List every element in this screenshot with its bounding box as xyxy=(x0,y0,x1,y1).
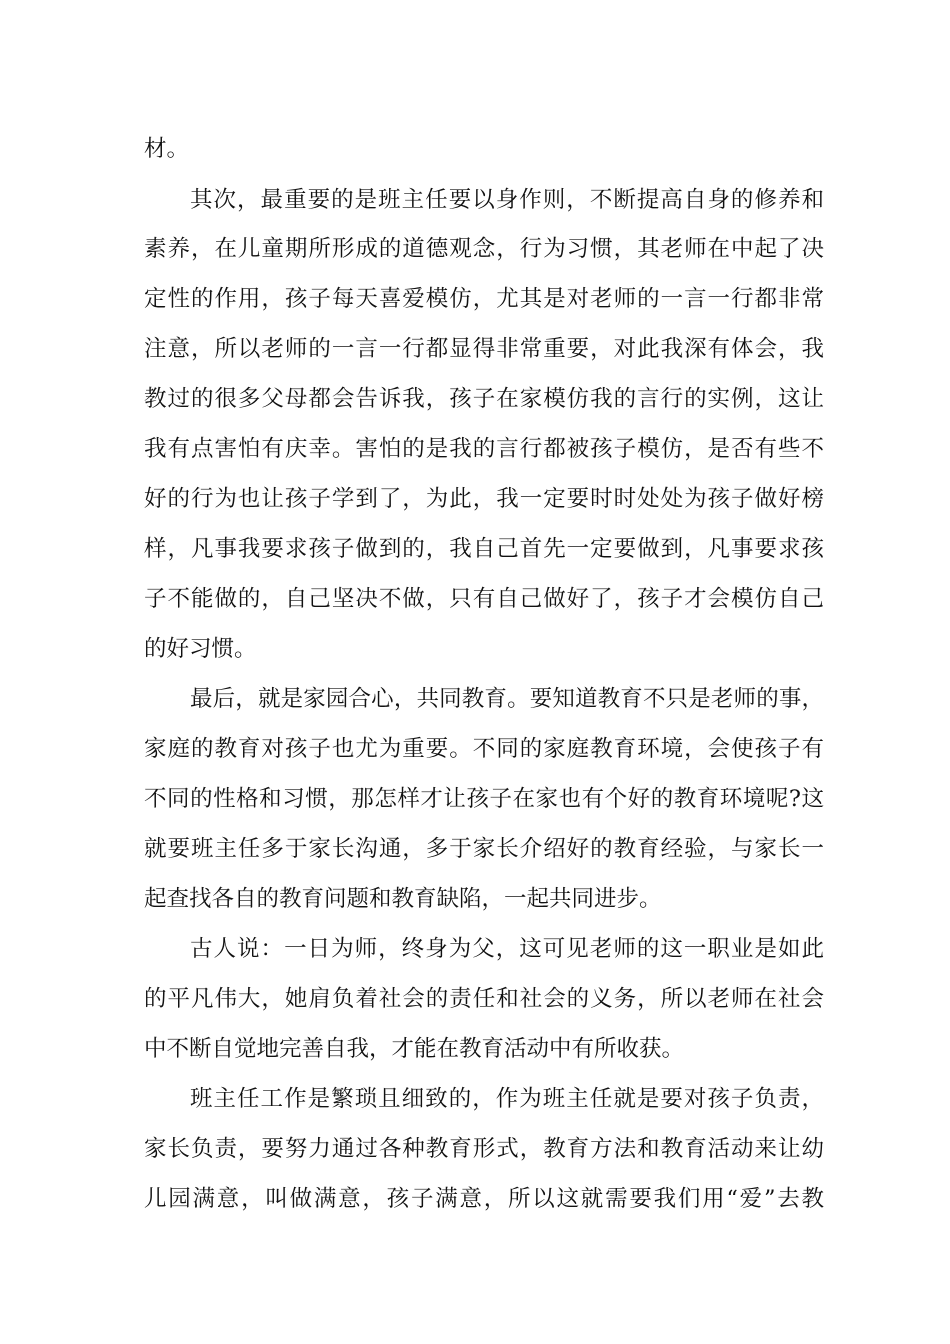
text-line: 材。 xyxy=(144,136,190,162)
text-line: 的好习惯。 xyxy=(144,636,257,662)
text-line: 就要班主任多于家长沟通，多于家长介绍好的教育经验，与家长一 xyxy=(144,836,824,862)
text-line: 注意，所以老师的一言一行都显得非常重要，对此我深有体会，我 xyxy=(144,336,824,362)
text-line: 不同的性格和习惯，那怎样才让孩子在家也有个好的教育环境呢?这 xyxy=(144,786,824,812)
text-line: 素养，在儿童期所形成的道德观念，行为习惯，其老师在中起了决 xyxy=(144,236,824,262)
text-line: 起查找各自的教育问题和教育缺陷，一起共同进步。 xyxy=(144,886,662,912)
text-line: 的平凡伟大，她肩负着社会的责任和社会的义务，所以老师在社会 xyxy=(144,986,824,1012)
text-line: 家长负责，要努力通过各种教育形式，教育方法和教育活动来让幼 xyxy=(144,1136,824,1162)
text-line: 教过的很多父母都会告诉我，孩子在家模仿我的言行的实例，这让 xyxy=(144,386,824,412)
text-line: 样，凡事我要求孩子做到的，我自己首先一定要做到，凡事要求孩 xyxy=(144,536,824,562)
text-line: 子不能做的，自己坚决不做，只有自己做好了，孩子才会模仿自己 xyxy=(144,586,824,612)
text-line: 中不断自觉地完善自我，才能在教育活动中有所收获。 xyxy=(144,1036,685,1062)
text-line: 好的行为也让孩子学到了，为此，我一定要时时处处为孩子做好榜 xyxy=(144,486,824,512)
text-line: 我有点害怕有庆幸。害怕的是我的言行都被孩子模仿，是否有些不 xyxy=(144,436,824,462)
text-line: 班主任工作是繁琐且细致的，作为班主任就是要对孩子负责， xyxy=(190,1086,824,1112)
text-line: 其次，最重要的是班主任要以身作则，不断提高自身的修养和 xyxy=(190,187,824,213)
text-line: 古人说：一日为师，终身为父，这可见老师的这一职业是如此 xyxy=(190,936,824,962)
text-line: 定性的作用，孩子每天喜爱模仿，尤其是对老师的一言一行都非常 xyxy=(144,286,824,312)
text-line: 最后，就是家园合心，共同教育。要知道教育不只是老师的事， xyxy=(190,686,824,712)
text-line: 儿园满意，叫做满意，孩子满意，所以这就需要我们用“爱”去教 xyxy=(144,1186,824,1212)
text-line: 家庭的教育对孩子也尤为重要。不同的家庭教育环境，会使孩子有 xyxy=(144,736,824,762)
